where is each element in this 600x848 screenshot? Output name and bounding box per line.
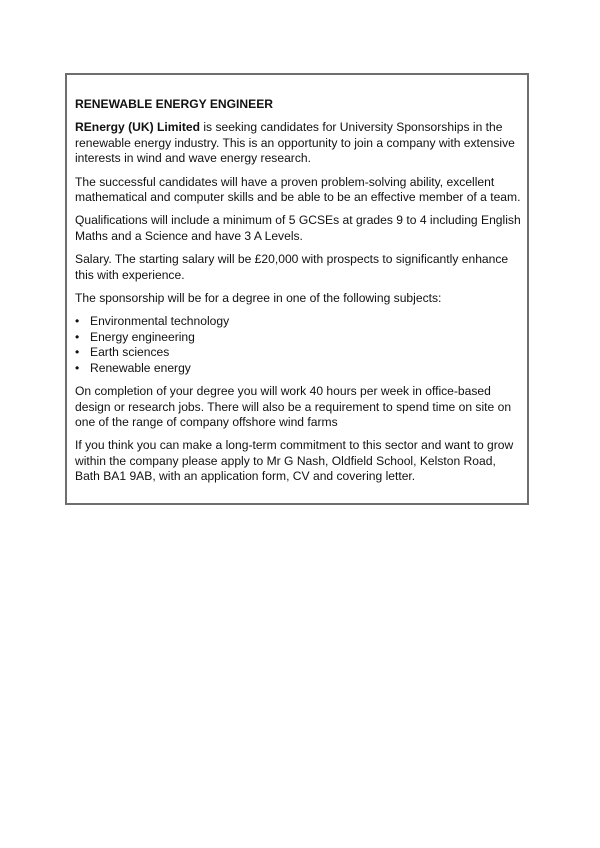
salary-paragraph: Salary. The starting salary will be £20,000 with prospects to significantly enhance this with experience.	[75, 252, 509, 282]
bullet-icon: •	[75, 329, 80, 344]
list-item	[75, 314, 523, 329]
requirements-paragraph: The successful candidates will have a proven problem-solving ability, excellent mathematical and computer skills and be able to be an effective member of a team.	[75, 174, 521, 205]
subject-label: Renewable energy	[90, 360, 191, 375]
subject-list	[75, 314, 523, 376]
sponsorship-paragraph: The sponsorship will be for a degree in one of the following subjects:	[75, 291, 442, 306]
bullet-icon: •	[75, 360, 80, 375]
list-item	[75, 330, 523, 345]
bullet-icon: •	[75, 314, 80, 329]
working-hours-paragraph: On completion of your degree you will work 40 hours per week in office-based design or research jobs. There will also be a requirement to spend time on site on one of the range of company offshore wind farms	[75, 384, 512, 429]
application-paragraph: If you think you can make a long-term commitment to this sector and want to grow within the company please apply to Mr G Nash, Oldfield School, Kelston Road, Bath BA1 9AB, with an application form, CV and covering letter.	[75, 438, 514, 484]
subject-label: Earth sciences	[90, 345, 170, 360]
job-advert-box	[65, 73, 529, 505]
qualifications-paragraph: Qualifications will include a minimum of 5 GCSEs at grades 9 to 4 including English Maths and a Science and have 3 A Levels.	[75, 213, 521, 243]
advert-heading: RENEWABLE ENERGY ENGINEER	[75, 97, 274, 111]
company-name: REnergy (UK) Limited	[75, 120, 200, 135]
job-advert-content	[75, 97, 523, 493]
intro-paragraph	[75, 120, 523, 166]
intro-text: is seeking candidates for University Sponsorships in the renewable energy industry. This is an opportunity to join a company with extensive interests in wind and wave energy research.	[75, 120, 515, 166]
subject-label: Energy engineering	[90, 329, 195, 344]
subject-label: Environmental technology	[90, 314, 230, 329]
bullet-icon: •	[75, 345, 80, 360]
list-item	[75, 345, 523, 360]
list-item	[75, 361, 523, 376]
